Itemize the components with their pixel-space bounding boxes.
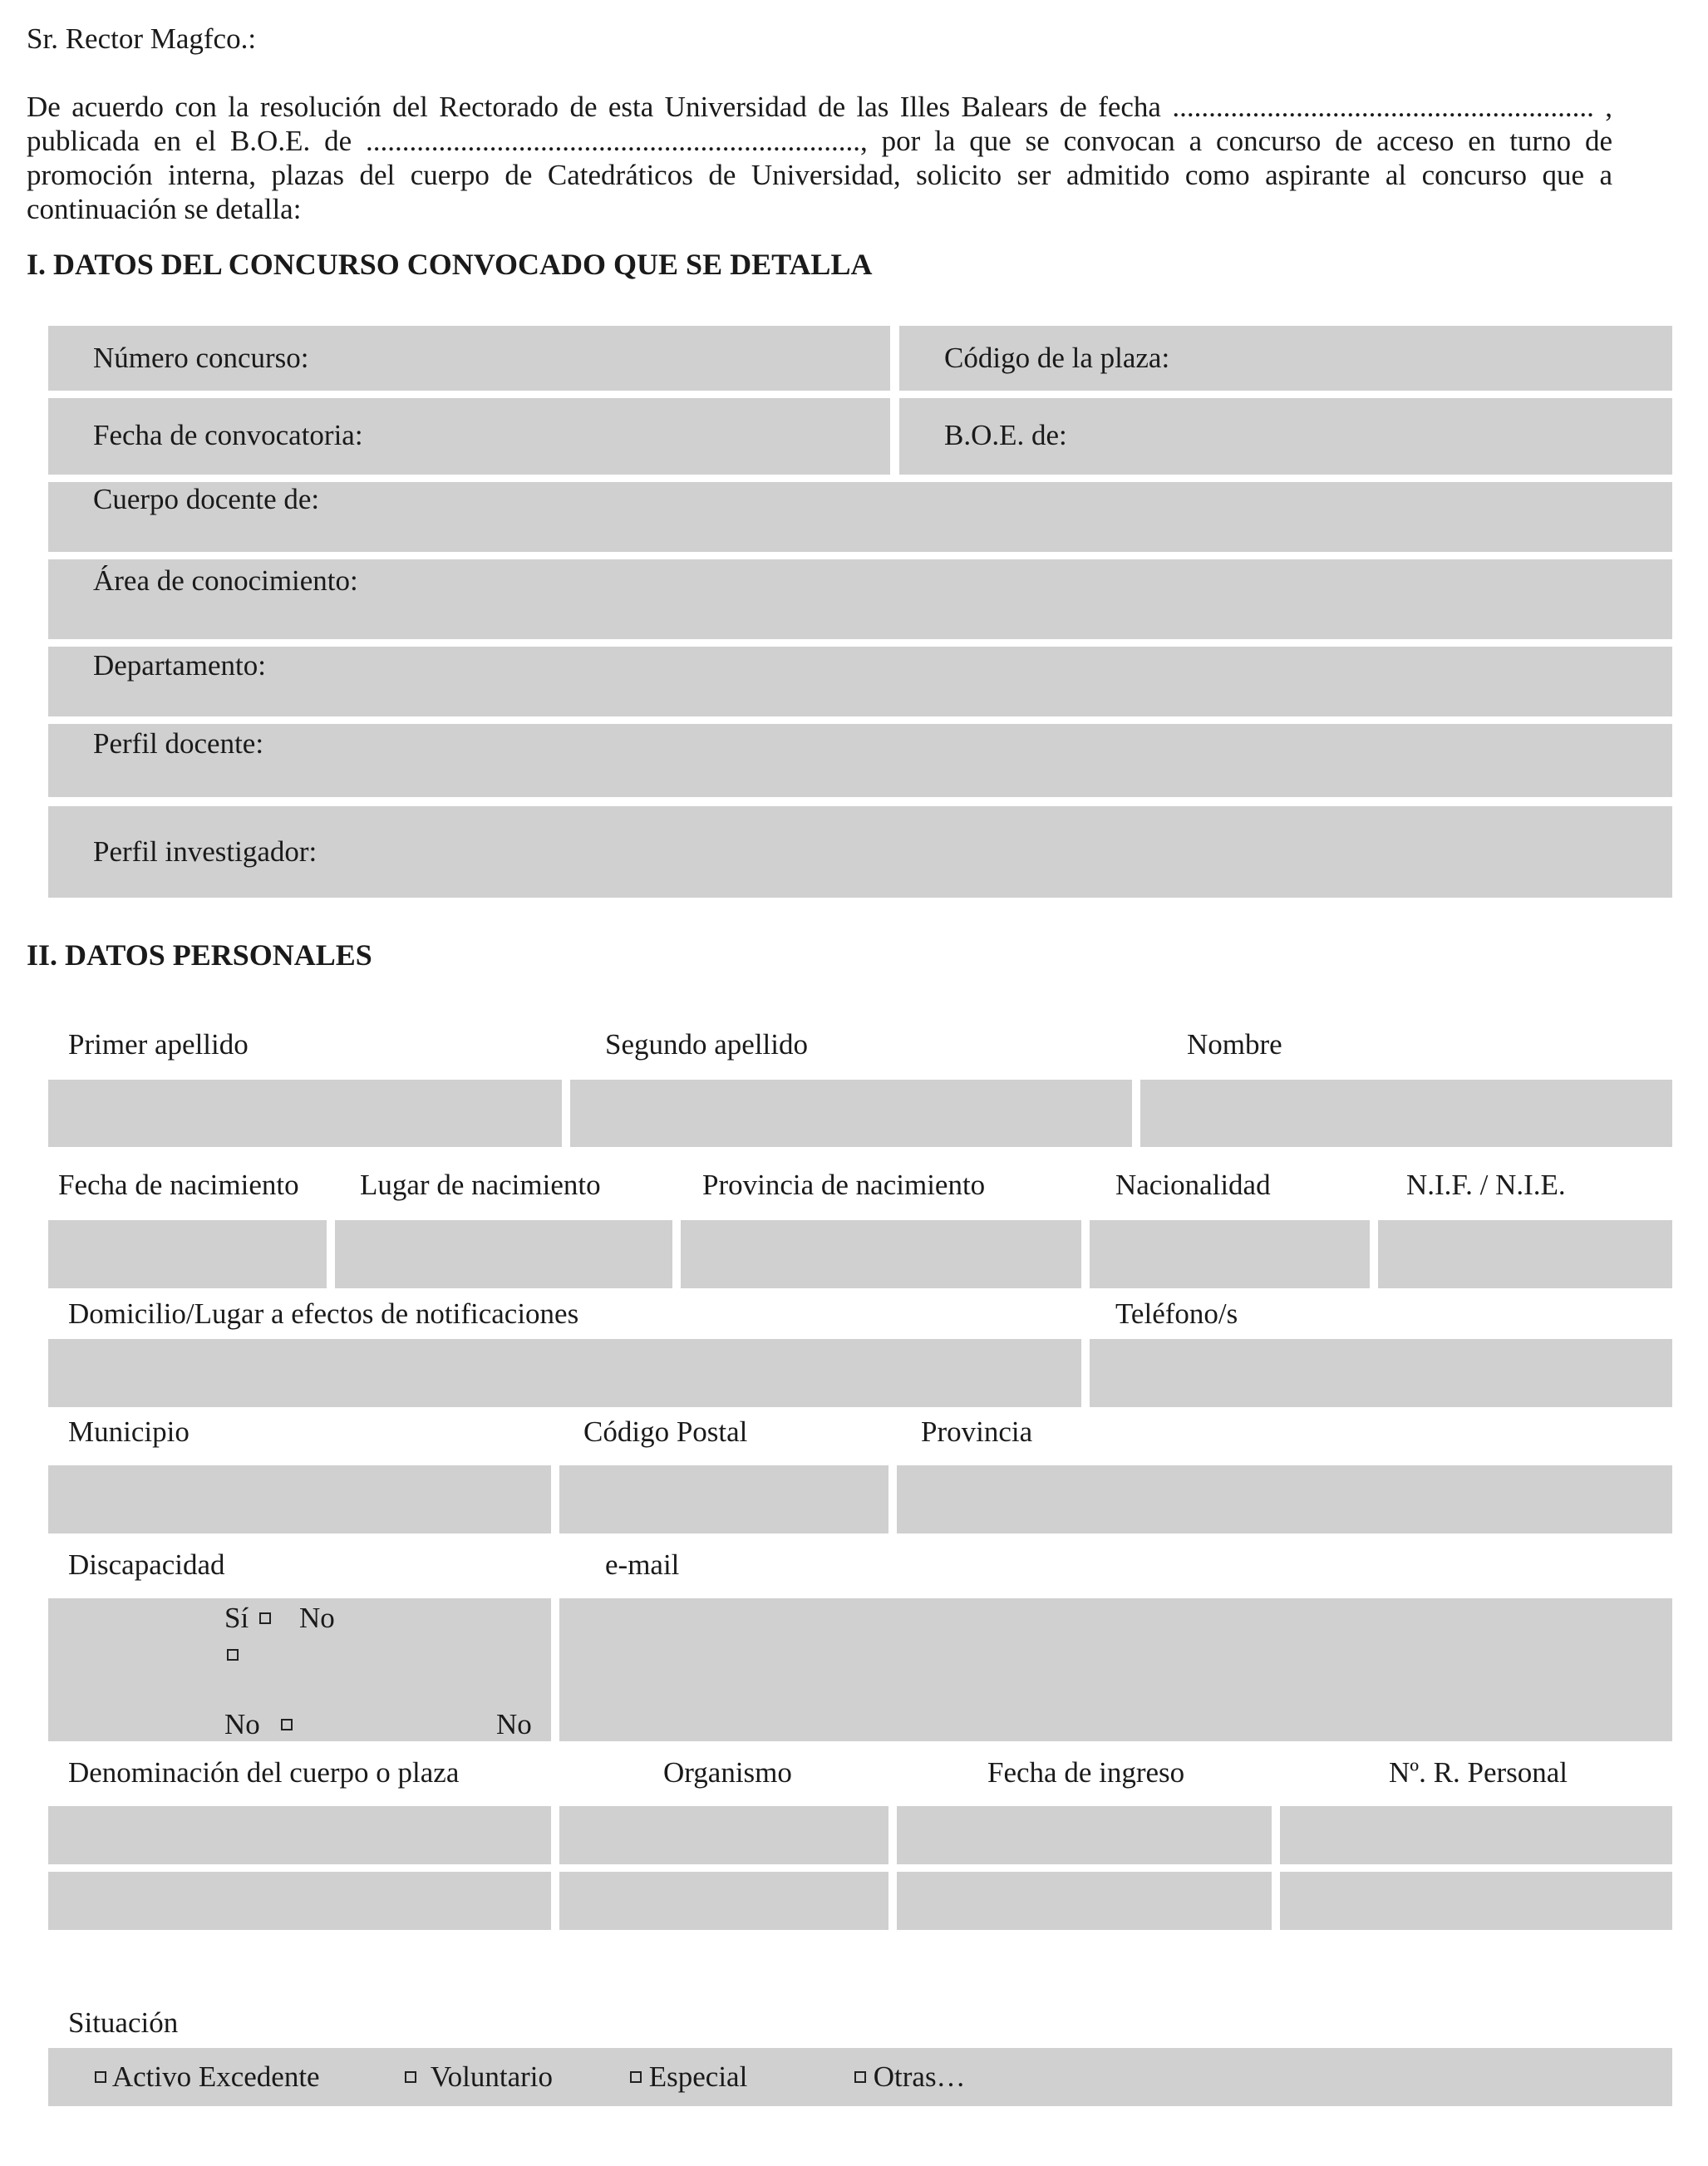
situacion-option-especial[interactable] [630,2060,747,2095]
intro-text-3: , por la que se convocan a concurso de acceso en turno de promoción interna [27,125,1612,191]
fecha-convocatoria-label: Fecha de convocatoria: [93,419,363,451]
discapacidad-si-checkbox[interactable] [259,1613,271,1628]
email-label: e-mail [605,1548,680,1581]
fecha-nacimiento-label: Fecha de nacimiento [58,1169,299,1201]
primer-apellido-label: Primer apellido [68,1028,249,1061]
denominacion-field-1[interactable] [48,1806,551,1864]
municipio-field[interactable] [48,1465,551,1533]
intro-dots-1: .......................................................... [1172,91,1594,123]
fecha-ingreso-field-1[interactable] [897,1806,1272,1864]
lugar-nacimiento-field[interactable] [335,1220,672,1288]
nacionalidad-field[interactable] [1090,1220,1370,1288]
intro-dots-2: .................................................................... [365,125,860,157]
segundo-apellido-field[interactable] [570,1080,1132,1147]
nrp-field-1[interactable] [1280,1806,1672,1864]
section-2-title: II. DATOS PERSONALES [27,938,372,972]
activo-excedente-label: Activo Excedente [111,2060,320,2093]
nacionalidad-label: Nacionalidad [1115,1169,1271,1201]
nrp-label: Nº. R. Personal [1389,1756,1568,1789]
numero-concurso-label: Número concurso: [93,342,309,374]
intro-text-1: De acuerdo con la resolución del Rectorado de esta Universidad de las Illes Balears de fecha [27,91,1161,123]
municipio-label: Municipio [68,1415,190,1448]
codigo-postal-field[interactable] [559,1465,888,1533]
provincia-nacimiento-field[interactable] [681,1220,1081,1288]
voluntario-checkbox[interactable] [405,2071,416,2083]
domicilio-label: Domicilio/Lugar a efectos de notificaciones [68,1297,579,1330]
primer-apellido-field[interactable] [48,1080,562,1147]
boe-de-label: B.O.E. de: [944,419,1067,451]
situacion-option-activo[interactable] [95,2060,320,2095]
segundo-apellido-label: Segundo apellido [605,1028,808,1061]
activo-excedente-checkbox[interactable] [95,2071,106,2083]
situacion-label: Situación [68,2006,179,2039]
perfil-investigador-label: Perfil investigador: [93,835,317,868]
intro-text-2: , publicada en el B.O.E. de [27,91,1612,157]
situacion-option-voluntario[interactable] [405,2060,553,2095]
discapacidad-no-label: No [299,1602,335,1634]
otras-checkbox[interactable] [854,2071,866,2083]
no-label-3: No [496,1708,532,1740]
discapacidad-si-label: Sí [224,1602,249,1634]
salutation: Sr. Rector Magfco.: [27,22,257,55]
domicilio-field[interactable] [48,1339,1081,1407]
no-label-2: No [224,1708,260,1740]
especial-label: Especial [648,2060,748,2093]
organismo-field-1[interactable] [559,1806,888,1864]
no-checkbox-2[interactable] [281,1720,293,1735]
fecha-nacimiento-field[interactable] [48,1220,327,1288]
departamento-field[interactable] [48,647,1672,716]
section-1-title: I. DATOS DEL CONCURSO CONVOCADO QUE SE DETALLA [27,248,873,281]
discapacidad-label: Discapacidad [68,1548,225,1581]
fecha-ingreso-field-2[interactable] [897,1872,1272,1930]
intro-paragraph [27,90,1612,226]
provincia-label: Provincia [921,1415,1033,1448]
perfil-docente-label: Perfil docente: [93,727,264,760]
nrp-field-2[interactable] [1280,1872,1672,1930]
provincia-field[interactable] [897,1465,1672,1533]
organismo-label: Organismo [663,1756,792,1789]
perfil-docente-field[interactable] [48,724,1672,797]
intro-text-4: , plazas del cuerpo de Catedráticos de Universidad, solicito ser admitido como aspirante al concurso que a continuación se detalla: [27,159,1613,225]
denominacion-label: Denominación del cuerpo o plaza [68,1756,460,1789]
otras-label: Otras… [873,2060,966,2093]
nif-nie-label: N.I.F. / N.I.E. [1406,1169,1566,1201]
organismo-field-2[interactable] [559,1872,888,1930]
provincia-nacimiento-label: Provincia de nacimiento [702,1169,986,1201]
voluntario-label: Voluntario [430,2060,554,2093]
nombre-label: Nombre [1187,1028,1282,1061]
codigo-postal-label: Código Postal [583,1415,748,1448]
telefonos-label: Teléfono/s [1115,1297,1238,1330]
nif-nie-field[interactable] [1378,1220,1672,1288]
codigo-plaza-label: Código de la plaza: [944,342,1170,374]
denominacion-field-2[interactable] [48,1872,551,1930]
cuerpo-docente-label: Cuerpo docente de: [93,483,320,515]
telefonos-field[interactable] [1090,1339,1672,1407]
especial-checkbox[interactable] [630,2071,642,2083]
lugar-nacimiento-label: Lugar de nacimiento [360,1169,601,1201]
nombre-field[interactable] [1140,1080,1672,1147]
fecha-ingreso-label: Fecha de ingreso [987,1756,1185,1789]
email-field[interactable] [559,1598,1672,1741]
area-conocimiento-label: Área de conocimiento: [93,564,358,597]
discapacidad-no-checkbox[interactable] [227,1650,239,1665]
situacion-option-otras[interactable] [854,2060,966,2095]
departamento-label: Departamento: [93,649,266,682]
